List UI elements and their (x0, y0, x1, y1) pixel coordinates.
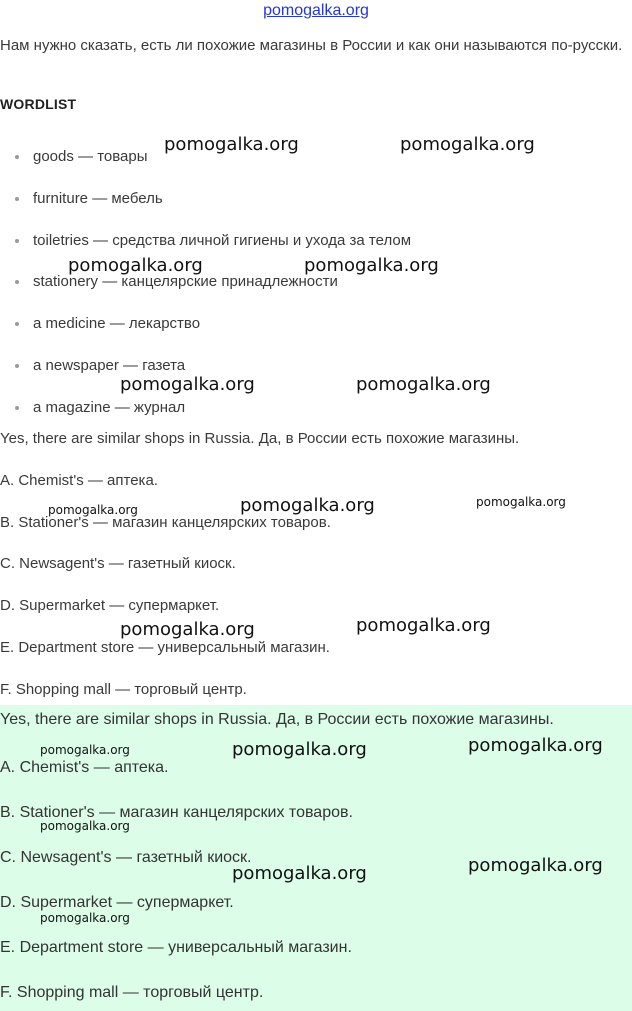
watermark: pomogalka.org (304, 255, 439, 276)
highlighted-answer-item: C. Newsagent's — газетный киоск. (0, 849, 252, 866)
wordlist-item-text: a newspaper — газета (33, 356, 186, 374)
answer-item: A. Chemist's — аптека. (0, 471, 158, 489)
watermark: pomogalka.org (232, 739, 367, 760)
wordlist-item-text: goods — товары (33, 148, 148, 165)
watermark: pomogalka.org (240, 495, 375, 516)
wordlist-title: WORDLIST (0, 96, 77, 112)
wordlist-item-text: toiletries — средства личной гигиены и ухода за телом (33, 231, 412, 249)
answer-item: C. Newsagent's — газетный киоск. (0, 555, 236, 573)
intro-text: Нам нужно сказать, есть ли похожие магазины в России и как они называются по-русски. (0, 37, 623, 54)
highlighted-answer-intro: Yes, there are similar shops in Russia. Да, в России есть похожие магазины. (0, 711, 554, 728)
bullet-icon (15, 197, 19, 201)
watermark: pomogalka.org (356, 615, 491, 636)
answer-item: D. Supermarket — супермаркет. (0, 597, 220, 615)
highlighted-answer-item: A. Chemist's — аптека. (0, 759, 169, 776)
highlighted-answer-item: B. Stationer's — магазин канцелярских товаров. (0, 804, 353, 821)
watermark: pomogalka.org (476, 495, 566, 509)
watermark: pomogalka.org (40, 743, 130, 757)
watermark: pomogalka.org (468, 735, 603, 756)
watermark: pomogalka.org (400, 134, 535, 155)
wordlist-item-text: a medicine — лекарство (33, 315, 201, 333)
bullet-icon (15, 280, 19, 284)
bullet-icon (15, 322, 19, 326)
watermark: pomogalka.org (120, 619, 255, 640)
watermark: pomogalka.org (48, 503, 138, 517)
answer-intro: Yes, there are similar shops in Russia. Да, в России есть похожие магазины. (0, 430, 520, 447)
highlighted-answer-item: D. Supermarket — супермаркет. (0, 894, 234, 911)
bullet-icon (15, 364, 19, 368)
watermark: pomogalka.org (232, 863, 367, 884)
highlighted-answer-item: E. Department store — универсальный магазин. (0, 939, 352, 956)
watermark: pomogalka.org (468, 855, 603, 876)
site-link[interactable]: pomogalka.org (263, 2, 369, 19)
wordlist-item (0, 303, 411, 345)
answer-item: F. Shopping mall — торговый центр. (0, 680, 247, 698)
wordlist-item-text: furniture — мебель (33, 189, 163, 207)
answer-item: E. Department store — универсальный магазин. (0, 638, 330, 656)
wordlist-item-text: stationery — канцелярские принадлежности (33, 273, 338, 291)
wordlist-item-text: a magazine — журнал (33, 398, 186, 416)
bullet-icon (15, 155, 19, 159)
watermark: pomogalka.org (40, 819, 130, 833)
answer-item: B. Stationer's — магазин канцелярских товаров. (0, 513, 331, 531)
watermark: pomogalka.org (68, 255, 203, 276)
wordlist-item (0, 178, 411, 220)
bullet-icon (15, 239, 19, 243)
watermark: pomogalka.org (356, 374, 491, 395)
watermark: pomogalka.org (40, 911, 130, 925)
watermark: pomogalka.org (120, 374, 255, 395)
highlighted-answer-item: F. Shopping mall — торговый центр. (0, 984, 264, 1001)
bullet-icon (15, 406, 19, 410)
answer-section (0, 418, 632, 711)
watermark: pomogalka.org (164, 134, 299, 155)
